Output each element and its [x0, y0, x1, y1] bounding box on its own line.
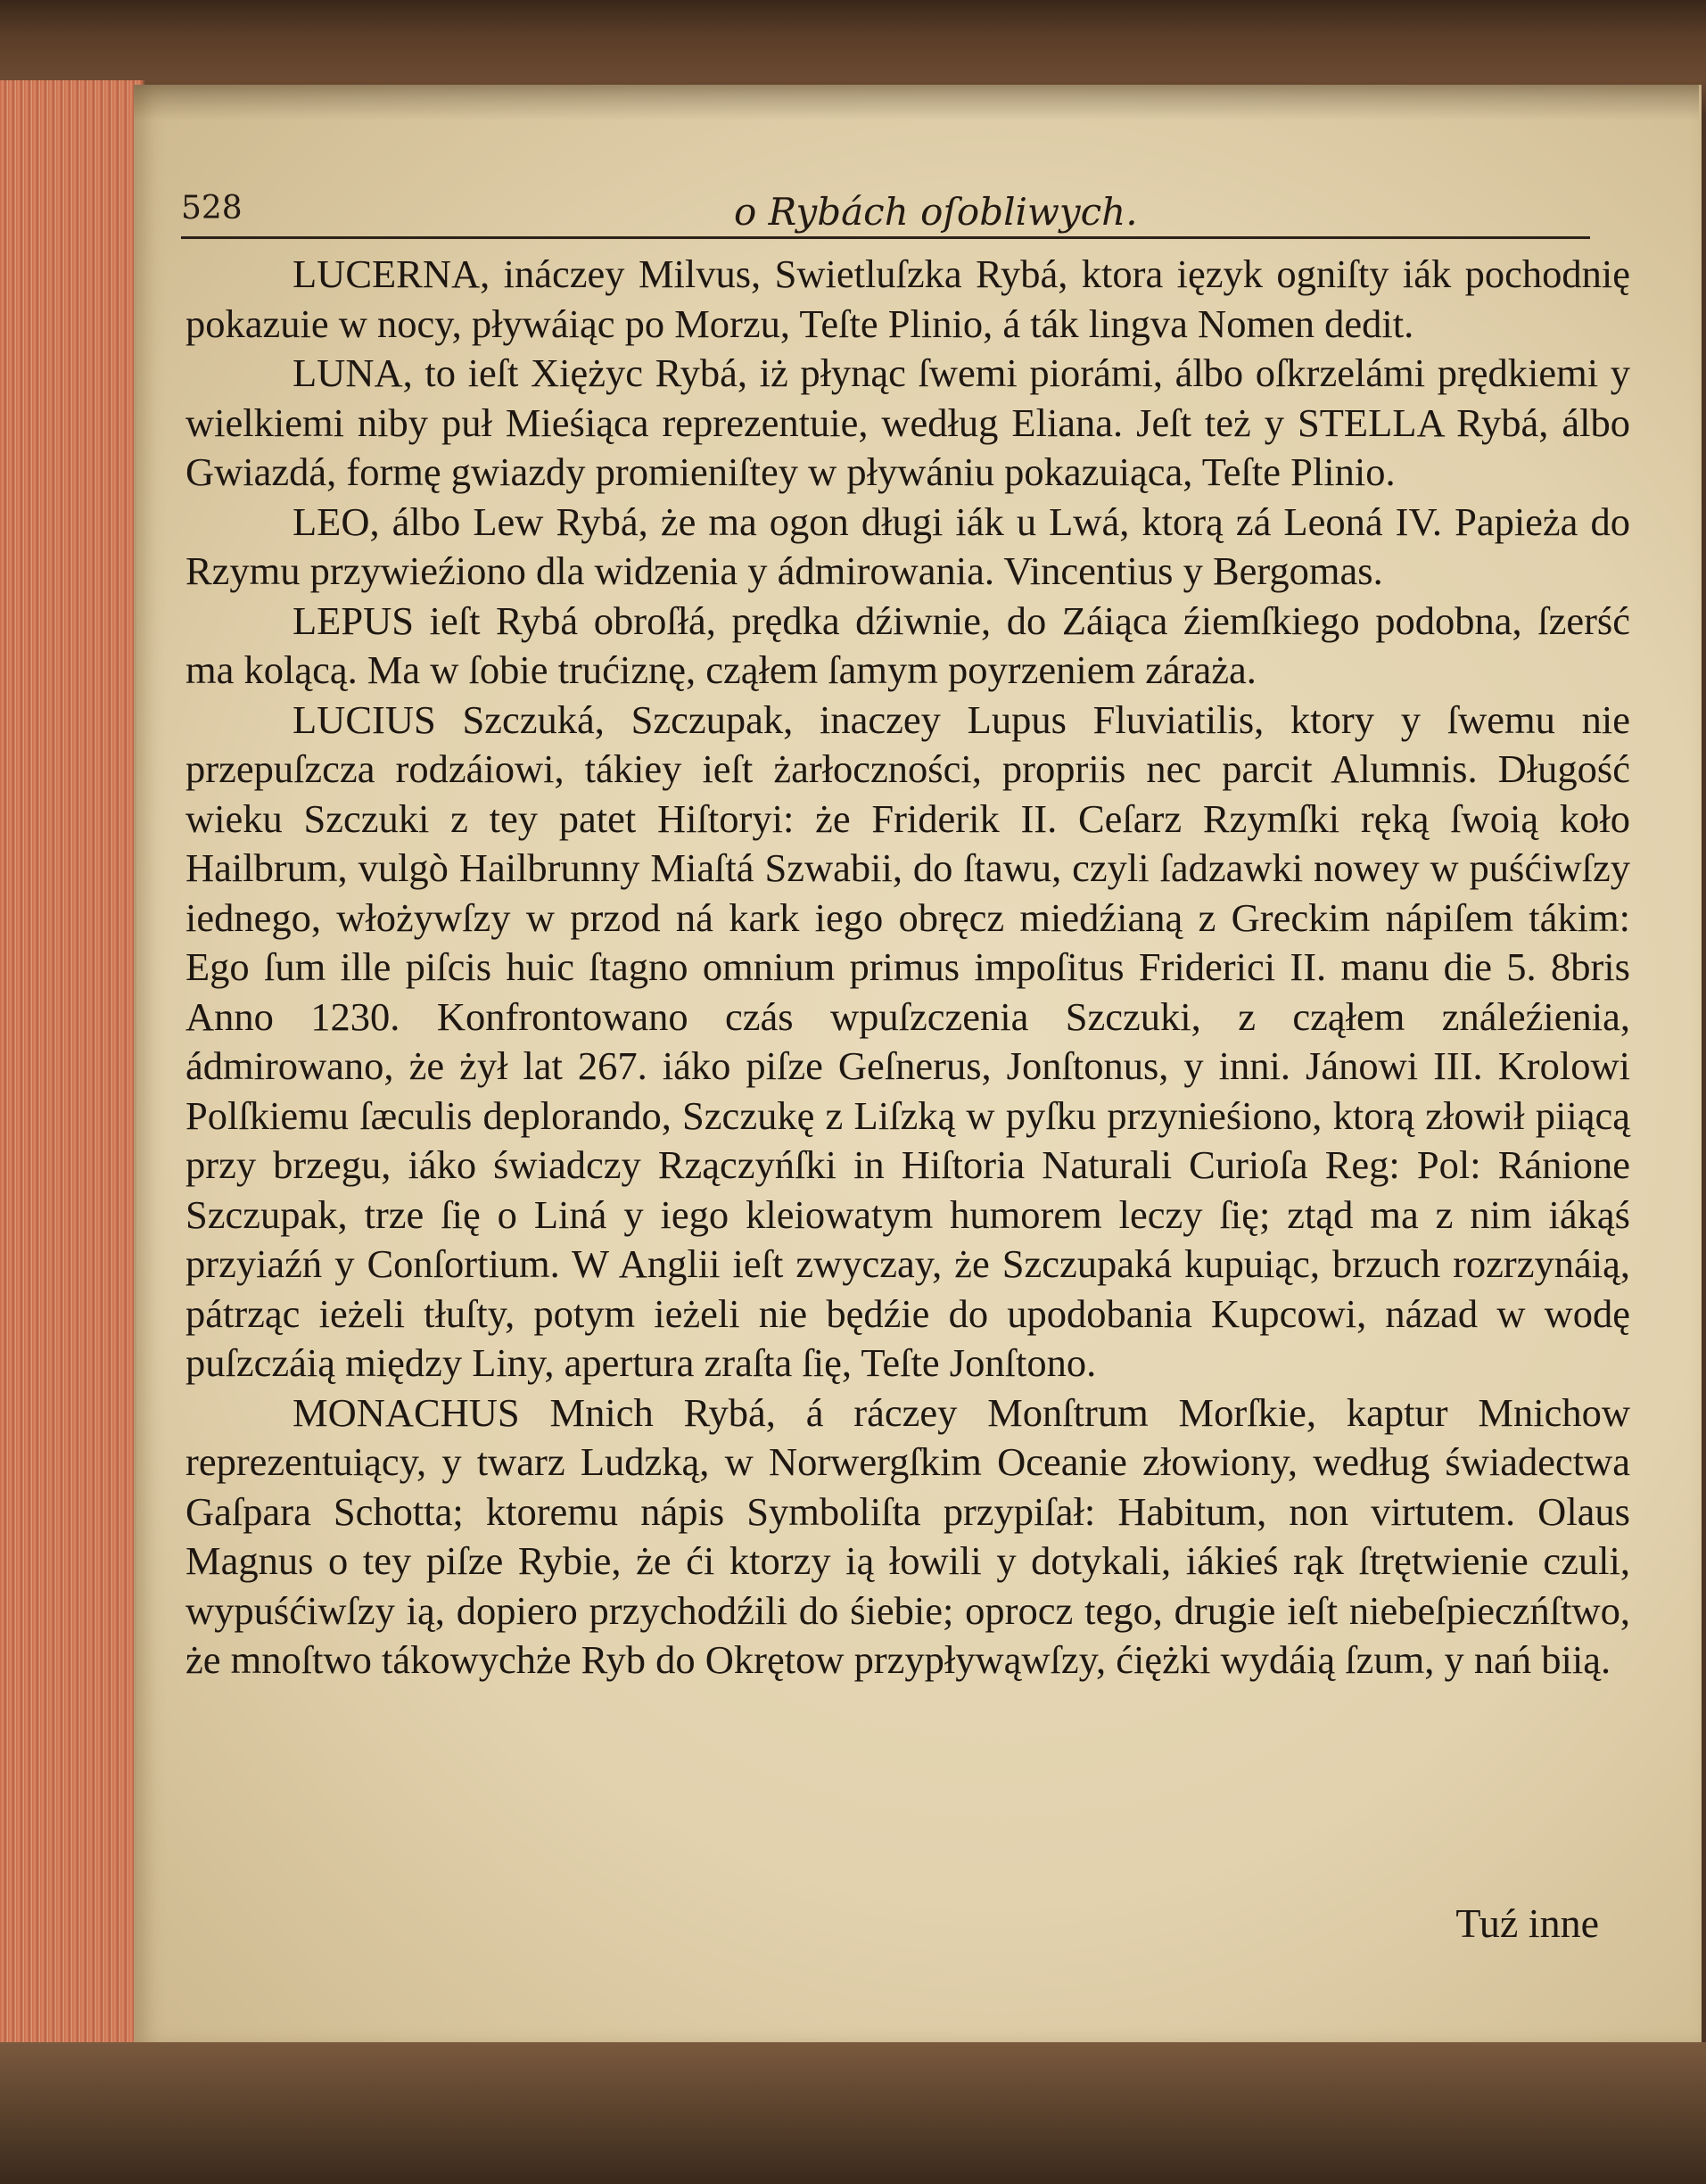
- page-edges-left: [0, 80, 144, 2158]
- paragraph-monachus: MONACHUS Mnich Rybá, á ráczey Monſtrum Morſkie, kaptur Mnichow reprezentuiący, y twarz Ludzką, w Norwergſkim Oceanie złowiony, według świadectwa Gaſpara Schotta; ktoremu nápis Symboliſta przypiſał: Habitum, non virtutem. Olaus Magnus o tey piſze Rybie, że ći ktorzy ią łowili y dotykali, iákieś rąk ſtrętwienie czuli, wypuśćiwſzy ią, dopiero przychodźili do śiebie; oprocz tego, drugie ieſt niebeſpieczńſtwo, że mnoſtwo tákowychże Ryb do Okrętow przypływąwſzy, ćiężki wydáią ſzum, y nań biią.: [185, 1389, 1630, 1682]
- paragraph-lepus: LEPUS ieſt Rybá obroſłá, prędka dźiwnie, do Záiąca źiemſkiego podobna, ſzerść ma kolącą. Ma w ſobie trućiznę, cząłem ſamym poyrzeniem záraża.: [185, 598, 1630, 692]
- catchword: Tuź inne: [1455, 1900, 1599, 1946]
- paragraph-luna: LUNA, to ieſt Xiężyc Rybá, iż płynąc ſwemi piorámi, álbo oſkrzelámi prędkiemi y wielkiemi niby puł Mieśiąca reprezentuie, według Eliana. Jeſt też y STELLA Rybá, álbo Gwiazdá, formę gwiazdy promieniſtey w pływániu pokazuiąca, Teſte Plinio.: [185, 350, 1630, 494]
- page-top-shadow: [134, 85, 1699, 120]
- running-title: o Rybách oſobliwych.: [734, 190, 1138, 234]
- page-header: [181, 183, 1590, 239]
- paragraph-lucius: LUCIUS Szczuká, Szczupak, inaczey Lupus Fluviatilis, ktory y ſwemu nie przepuſzcza rodzáiowi, tákiey ieſt żarłoczności, propriis nec parcit Alumnis. Długość wieku Szczuki z tey patet Hiſtoryi: że Friderik II. Ceſarz Rzymſki ręką ſwoią koło Hailbrum, vulgò Hailbrunny Miaſtá Szwabii, do ſtawu, czyli ſadzawki nowey w puśćiwſzy iednego, włożywſzy w przod ná kark iego obręcz miedźianą z Greckim nápiſem tákim: Ego ſum ille piſcis huic ſtagno omnium primus impoſitus Friderici II. manu die 5. 8bris Anno 1230. Konfrontowano czás wpuſzczenia Szczuki, z cząłem ználeźienia, ádmirowano, że żył lat 267. iáko piſze Geſnerus, Jonſtonus, y inni. Jánowi III. Krolowi Polſkiemu ſæculis deplorando, Szczukę z Liſzką w pyſku przynieśiono, ktorą złowił piiącą przy brzegu, iáko świadczy Rzączyńſki in Hiſtoria Naturali Curioſa Reg: Pol: Ránione Szczupak, trze ſię o Liná y iego kleiowatym humorem leczy ſię; ztąd ma z nim iákąś przyiaźń y Conſortium. W Anglii ieſt zwyczay, że Szczupaká kupuiąc, brzuch rozrzynáią, pátrząc ieżeli tłuſty, potym ieżeli nie będźie do upodobania Kupcowi, názad w wodę puſzczáią między Liny, apertura zraſta ſię, Teſte Jonſtono.: [185, 696, 1630, 1385]
- page-edges-bottom: [0, 2042, 1706, 2184]
- paragraph-leo: LEO, álbo Lew Rybá, że ma ogon długi iák u Lwá, ktorą zá Leoná IV. Papieża do Rzymu przywieźiono dla widzenia y ádmirowania. Vincentius y Bergomas.: [185, 499, 1630, 593]
- paragraph-lucerna: LUCERNA, ináczey Milvus, Swietluſzka Rybá, ktora ięzyk ogniſty iák pochodnię pokazuie w nocy, pływáiąc po Morzu, Teſte Plinio, á ták lingva Nomen dedit.: [185, 251, 1630, 346]
- page-number: 528: [181, 190, 243, 227]
- book-page: [134, 85, 1702, 2047]
- body-text: [185, 250, 1630, 1685]
